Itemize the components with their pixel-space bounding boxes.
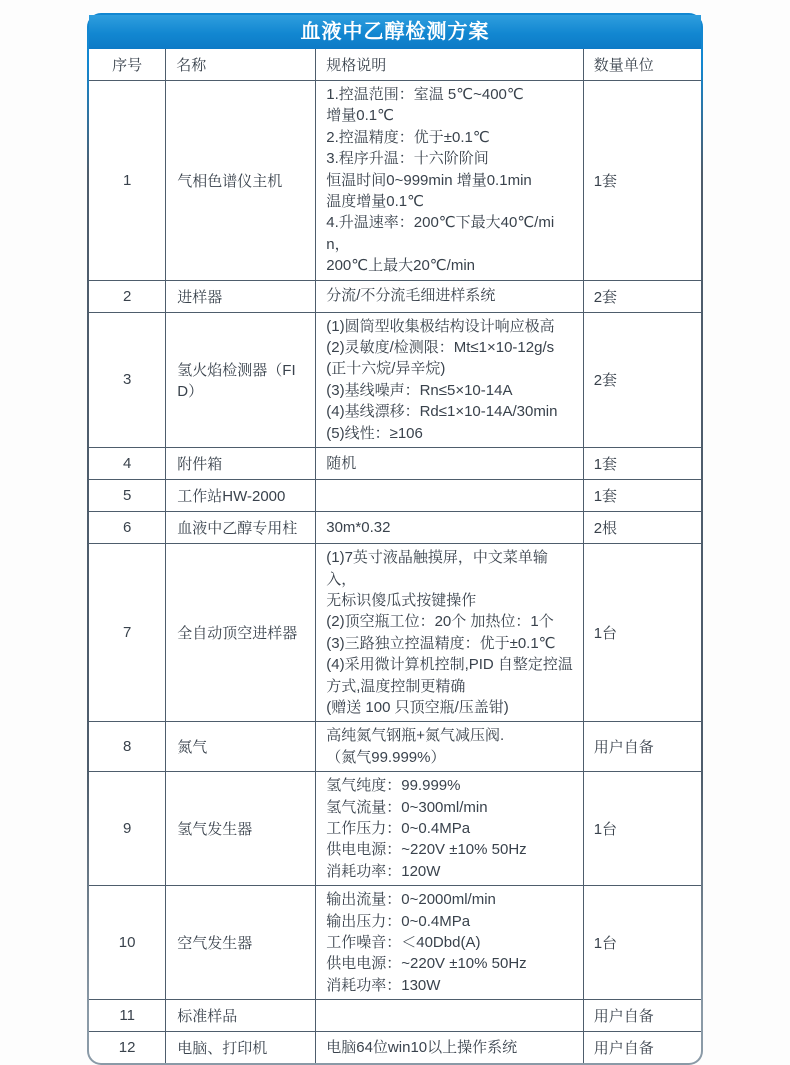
row-spec [316, 480, 583, 512]
table-header [89, 49, 701, 81]
spec-line: （氮气99.999%） [326, 748, 446, 766]
table-row [89, 772, 701, 886]
row-no: 12 [89, 1032, 166, 1064]
spec-line: (1)圆筒型收集极结构设计响应极高 [326, 317, 555, 335]
spec-card-inner [89, 15, 701, 1063]
table-row [89, 312, 701, 447]
row-spec [316, 722, 583, 772]
row-spec [316, 772, 583, 886]
row-qty: 2根 [583, 512, 701, 544]
row-spec [316, 81, 583, 281]
spec-line: 方式,温度控制更精确 [326, 677, 466, 695]
spec-table [89, 49, 701, 1063]
table-body [89, 81, 701, 1064]
row-qty: 2套 [583, 312, 701, 447]
spec-line: 工作噪音：＜40Dbd(A) [326, 934, 481, 951]
row-no: 4 [89, 448, 166, 480]
spec-line: 电脑64位win10以上操作系统 [326, 1039, 518, 1057]
spec-line: 200℃上最大20℃/min [326, 257, 475, 275]
spec-line: 3.程序升温：十六阶阶间 [326, 150, 489, 168]
row-name: 氮气 [166, 722, 316, 772]
row-name: 附件箱 [166, 448, 316, 480]
row-name: 血液中乙醇专用柱 [166, 512, 316, 544]
table-row [89, 544, 701, 722]
page [0, 13, 790, 1058]
row-qty: 用户自备 [583, 1032, 701, 1064]
spec-line: 1.控温范围：室温 5℃~400℃ [326, 86, 524, 103]
table-row [89, 1000, 701, 1032]
row-qty: 1台 [583, 544, 701, 722]
spec-line: 氢气流量：0~300ml/min [326, 798, 488, 816]
column-header-name: 名称 [166, 49, 316, 81]
table-row [89, 886, 701, 1000]
spec-line: 随机 [326, 454, 357, 472]
spec-line: 增量0.1℃ [326, 107, 394, 125]
spec-line: (正十六烷/异辛烷) [326, 360, 446, 378]
spec-line: (4)基线漂移：Rd≤1×10-14A/30min [326, 403, 558, 421]
spec-card [87, 13, 703, 1065]
row-name: 气相色谱仪主机 [166, 81, 316, 281]
table-row [89, 512, 701, 544]
row-no: 6 [89, 512, 166, 544]
row-name: 进样器 [166, 280, 316, 312]
row-spec [316, 448, 583, 480]
row-spec [316, 544, 583, 722]
row-name: 空气发生器 [166, 886, 316, 1000]
row-no: 7 [89, 544, 166, 722]
spec-line: 消耗功率：120W [326, 862, 441, 880]
spec-line: 分流/不分流毛细进样系统 [326, 287, 496, 305]
spec-line: (1)7英寸液晶触摸屏，中文菜单输入， [326, 549, 548, 588]
table-row [89, 480, 701, 512]
row-no: 9 [89, 772, 166, 886]
row-spec [316, 312, 583, 447]
row-no: 2 [89, 280, 166, 312]
table-row [89, 81, 701, 281]
row-no: 5 [89, 480, 166, 512]
row-no: 11 [89, 1000, 166, 1032]
spec-line: (5)线性：≥106 [326, 424, 423, 442]
spec-line: (3)基线噪声：Rn≤5×10-14A [326, 381, 513, 399]
column-header-qty: 数量单位 [583, 49, 701, 81]
row-qty: 用户自备 [583, 722, 701, 772]
spec-line: 温度增量0.1℃ [326, 193, 424, 211]
row-spec [316, 1000, 583, 1032]
row-name: 全自动顶空进样器 [166, 544, 316, 722]
table-row [89, 280, 701, 312]
spec-line: (3)三路独立控温精度：优于±0.1℃ [326, 634, 556, 652]
table-row [89, 722, 701, 772]
spec-line: 工作压力：0~0.4MPa [326, 819, 471, 837]
spec-line: 2.控温精度：优于±0.1℃ [326, 128, 490, 146]
table-row [89, 1032, 701, 1064]
page-title: 血液中乙醇检测方案 [89, 15, 701, 49]
row-spec [316, 886, 583, 1000]
table-row [89, 448, 701, 480]
column-header-no: 序号 [89, 49, 166, 81]
spec-line: 恒温时间0~999min 增量0.1min [326, 171, 532, 189]
row-no: 3 [89, 312, 166, 447]
row-no: 8 [89, 722, 166, 772]
row-qty: 1套 [583, 81, 701, 281]
spec-line: 30m*0.32 [326, 518, 391, 536]
spec-line: 无标识傻瓜式按键操作 [326, 591, 477, 609]
row-spec [316, 280, 583, 312]
spec-line: 高纯氮气钢瓶+氮气减压阀. [326, 727, 505, 745]
row-spec [316, 512, 583, 544]
row-name: 氢气发生器 [166, 772, 316, 886]
spec-line: (2)灵敏度/检测限：Mt≤1×10-12g/s [326, 339, 555, 357]
spec-line: 氢气纯度：99.999% [326, 777, 461, 795]
row-qty: 1台 [583, 886, 701, 1000]
column-header-spec: 规格说明 [316, 49, 583, 81]
row-qty: 1套 [583, 480, 701, 512]
row-no: 1 [89, 81, 166, 281]
spec-line: 消耗功率：130W [326, 976, 441, 994]
spec-line: 输出流量：0~2000ml/min [326, 891, 496, 909]
row-spec [316, 1032, 583, 1064]
spec-line: (赠送 100 只顶空瓶/压盖钳) [326, 698, 509, 716]
row-name: 氢火焰检测器（FID） [166, 312, 316, 447]
row-qty: 1套 [583, 448, 701, 480]
row-name: 电脑、打印机 [166, 1032, 316, 1064]
spec-line: 输出压力：0~0.4MPa [326, 912, 471, 930]
row-qty: 2套 [583, 280, 701, 312]
spec-line: 供电电源：~220V ±10% 50Hz [326, 841, 527, 859]
row-qty: 1台 [583, 772, 701, 886]
header-row [89, 49, 701, 81]
spec-line: (2)顶空瓶工位：20个 加热位：1个 [326, 613, 554, 631]
spec-line: 供电电源：~220V ±10% 50Hz [326, 955, 527, 973]
spec-line: (4)采用微计算机控制,PID 自整定控温 [326, 656, 573, 674]
row-qty: 用户自备 [583, 1000, 701, 1032]
row-name: 标准样品 [166, 1000, 316, 1032]
row-name: 工作站HW-2000 [166, 480, 316, 512]
spec-line: 4.升温速率：200℃下最大40℃/min， [326, 214, 555, 253]
row-no: 10 [89, 886, 166, 1000]
